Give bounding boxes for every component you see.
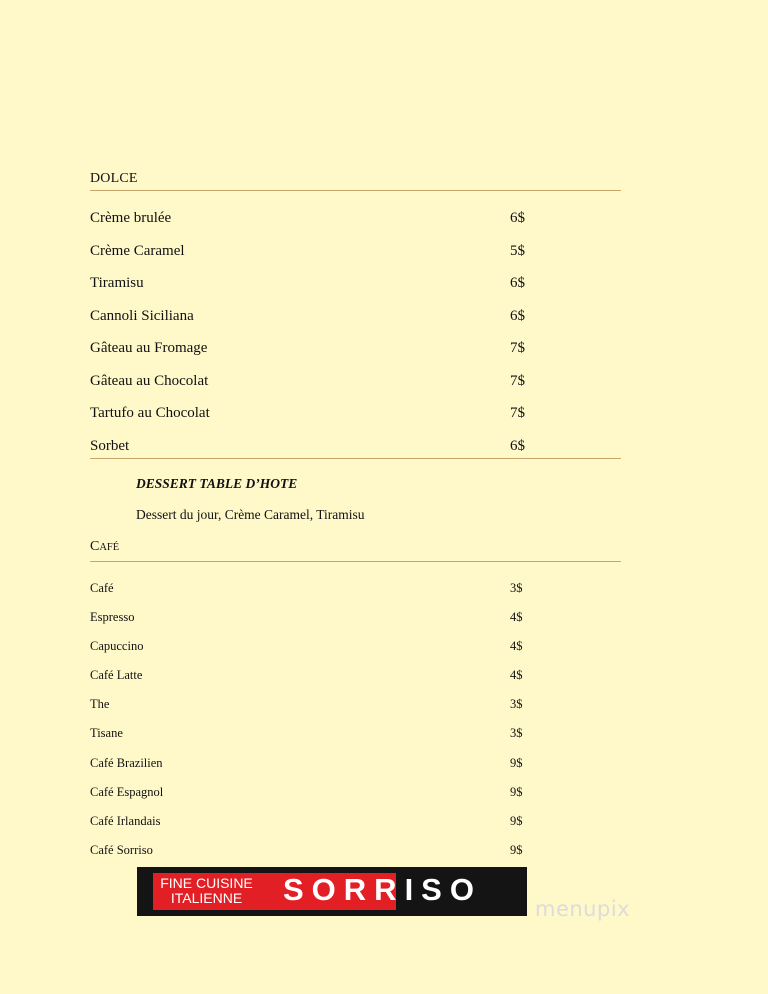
item-price: 3$ (510, 726, 523, 741)
cafe-title-rest: AFÉ (99, 542, 120, 553)
table-dhote-description: Dessert du jour, Crème Caramel, Tiramisu (136, 507, 365, 522)
item-price: 3$ (510, 581, 523, 595)
cafe-item (90, 635, 530, 664)
cafe-item (90, 577, 530, 606)
dolce-item (90, 269, 530, 302)
dolce-item (90, 237, 530, 270)
item-name: The (90, 697, 110, 712)
item-name: Gâteau au Fromage (90, 340, 208, 356)
dolce-list (90, 204, 530, 464)
item-name: Cannoli Siciliana (90, 307, 194, 324)
table-dhote-title: DESSERT TABLE D’HOTE (136, 476, 298, 491)
sorriso-logo (137, 867, 527, 916)
cafe-item (90, 606, 530, 635)
item-price: 7$ (510, 405, 525, 421)
item-name: Café Latte (90, 668, 143, 683)
cafe-item (90, 752, 530, 781)
cafe-item (90, 810, 530, 839)
item-price: 9$ (510, 755, 523, 770)
dolce-bottom-divider (90, 458, 621, 459)
item-price: 4$ (510, 610, 523, 625)
item-price: 4$ (510, 639, 523, 654)
cafe-section-title (90, 539, 119, 555)
cafe-item (90, 781, 530, 810)
logo-tagline-line2: ITALIENNE (170, 890, 243, 906)
item-name: Tisane (90, 726, 123, 741)
dolce-section-title: DOLCE (90, 171, 138, 186)
item-price: 7$ (510, 340, 525, 356)
item-price: 9$ (510, 784, 523, 799)
cafe-item (90, 664, 530, 693)
logo-brand-name: SORRISO (283, 872, 482, 907)
logo-tagline-line1: FINE CUISINE (160, 875, 253, 891)
item-name: Café Irlandais (90, 813, 161, 828)
item-price: 9$ (510, 842, 523, 857)
item-price: 6$ (510, 210, 525, 226)
dolce-divider (90, 190, 621, 191)
item-name: Gâteau au Chocolat (90, 372, 209, 389)
cafe-title-initial: C (90, 539, 100, 554)
dolce-item (90, 302, 530, 335)
item-price: 4$ (510, 668, 523, 683)
item-name: Espresso (90, 610, 135, 625)
logo-tagline (153, 876, 260, 906)
dolce-item (90, 367, 530, 400)
cafe-item (90, 693, 530, 722)
item-name: Sorbet (90, 437, 130, 454)
item-name: Café (90, 581, 114, 595)
cafe-item (90, 722, 530, 751)
item-price: 5$ (510, 242, 525, 259)
cafe-item (90, 839, 530, 868)
item-name: Crème Caramel (90, 242, 185, 259)
item-name: Tartufo au Chocolat (90, 405, 210, 421)
item-price: 6$ (510, 275, 525, 291)
item-price: 7$ (510, 372, 525, 389)
item-name: Café Brazilien (90, 755, 163, 770)
item-price: 9$ (510, 813, 523, 828)
cafe-list (90, 577, 530, 868)
item-name: Capuccino (90, 639, 144, 654)
dolce-item (90, 399, 530, 432)
cafe-divider (90, 561, 621, 562)
dolce-item (90, 334, 530, 367)
item-name: Tiramisu (90, 275, 144, 291)
item-price: 6$ (510, 307, 525, 324)
item-name: Crème brulée (90, 210, 172, 226)
item-name: Café Sorriso (90, 842, 153, 857)
item-price: 3$ (510, 697, 523, 712)
watermark: menupix (535, 897, 631, 921)
item-price: 6$ (510, 437, 525, 454)
dolce-item (90, 432, 530, 465)
item-name: Café Espagnol (90, 784, 164, 799)
dolce-item (90, 204, 530, 237)
